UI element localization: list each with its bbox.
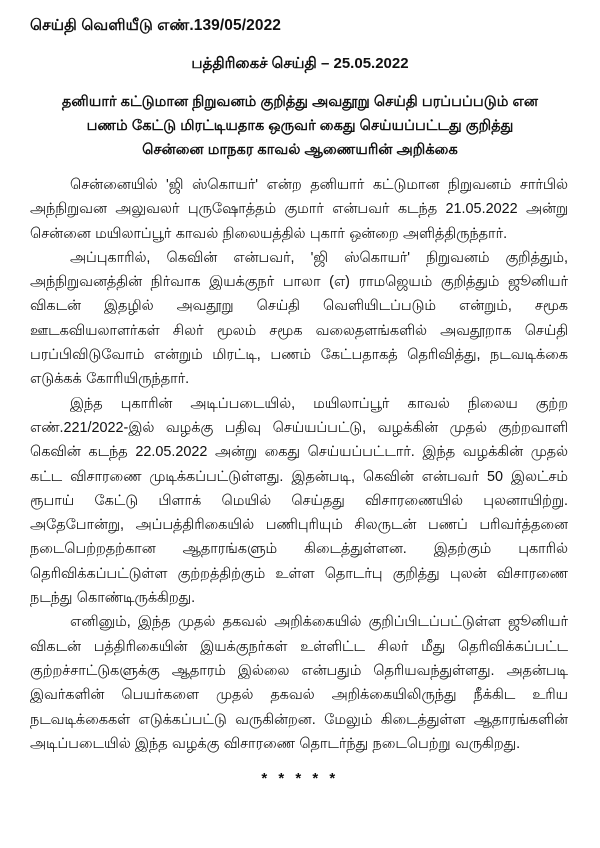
document-body — [30, 173, 568, 756]
page-title-line-2: பணம் கேட்டு மிரட்டியதாக ஒருவர் கைது செய்யப்பட்டது குறித்து — [86, 118, 514, 134]
page-title-line-1: தனியார் கட்டுமான நிறுவனம் குறித்து அவதூறு செய்தி பரப்பப்படும் என — [61, 94, 539, 110]
page-title-line-3: சென்னை மாநகர காவல் ஆணையரின் அறிக்கை — [142, 142, 458, 158]
body-paragraph-4: எனினும், இந்த முதல் தகவல் அறிக்கையில் குறிப்பிடப்பட்டுள்ள ஜூனியர் விகடன் பத்திரிகையின் இயக்குநர்கள் உள்ளிட்ட சிலர் மீது தெரிவிக்கப்பட்ட குற்றச்சாட்டுகளுக்கு ஆதாரம் இல்லை என்பதும் தெரியவந்துள்ளது. அதன்படி இவர்களின் பெயர்களை முதல் தகவல் அறிக்கையிலிருந்து நீக்கிட உரிய நடவடிக்கைகள் எடுக்கப்பட்டு வருகின்றன. மேலும் கிடைத்துள்ள ஆதாரங்களின் அடிப்படையில் இந்த வழக்கு விசாரணை தொடர்ந்து நடைபெற்று வருகிறது. — [30, 614, 568, 752]
body-paragraph-1: சென்னையில் 'ஜி ஸ்கொயர்' என்ற தனியார் கட்டுமான நிறுவனம் சார்பில் அந்நிறுவன அலுவலர் புருஷோத்தம் குமார் என்பவர் கடந்த 21.05.2022 அன்று சென்னை மயிலாப்பூர் காவல் நிலையத்தில் புகார் ஒன்றை அளித்திருந்தார். — [30, 177, 568, 242]
body-paragraph-3: இந்த புகாரின் அடிப்படையில், மயிலாப்பூர் காவல் நிலைய குற்ற எண்.221/2022-இல் வழக்கு பதிவு செய்யப்பட்டு, வழக்கின் முதல் குற்றவாளி கெவின் கடந்த 22.05.2022 அன்று கைது செய்யப்பட்டார். இந்த வழக்கின் முதல் கட்ட விசாரணை முடிக்கப்பட்டுள்ளது. இதன்படி, கெவின் என்பவர் 50 இலட்சம் ரூபாய் கேட்டு பிளாக் மெயில் செய்தது விசாரணையில் புலனாயிற்று. அதேபோன்று, அப்பத்திரிகையில் பணிபுரியும் சிலருடன் பணப் பரிவர்த்தனை நடைபெற்றதற்கான ஆதாரங்களும் கிடைத்துள்ளன. இதற்கும் புகாரில் தெரிவிக்கப்பட்டுள்ள குற்றத்திற்கும் உள்ள தொடர்பு குறித்து புலன் விசாரணை நடந்து கொண்டிருக்கிறது. — [30, 395, 568, 607]
page-title — [34, 90, 566, 162]
press-note-date: பத்திரிகைச் செய்தி – 25.05.2022 — [191, 55, 409, 72]
release-number: செய்தி வெளியீடு எண்.139/05/2022 — [30, 17, 282, 34]
end-marker: * * * * * — [261, 770, 339, 787]
body-paragraph-2: அப்புகாரில், கெவின் என்பவர், 'ஜி ஸ்கொயர்' நிறுவனம் குறித்தும், அந்நிறுவனத்தின் நிர்வாக இயக்குநர் பாலா (எ) ராமஜெயம் குறித்தும் ஜூனியர் விகடன் இதழில் அவதூறு செய்தி வெளியிடப்படும் என்றும், சமூக ஊடகவியலாளர்கள் சிலர் மூலம் சமூக வலைதளங்களில் அவதூறாக செய்தி பரப்பிவிடுவோம் என்றும் மிரட்டி, பணம் கேட்பதாகத் தெரிவித்து, நடவடிக்கை எடுக்கக் கோரியிருந்தார். — [30, 249, 568, 388]
